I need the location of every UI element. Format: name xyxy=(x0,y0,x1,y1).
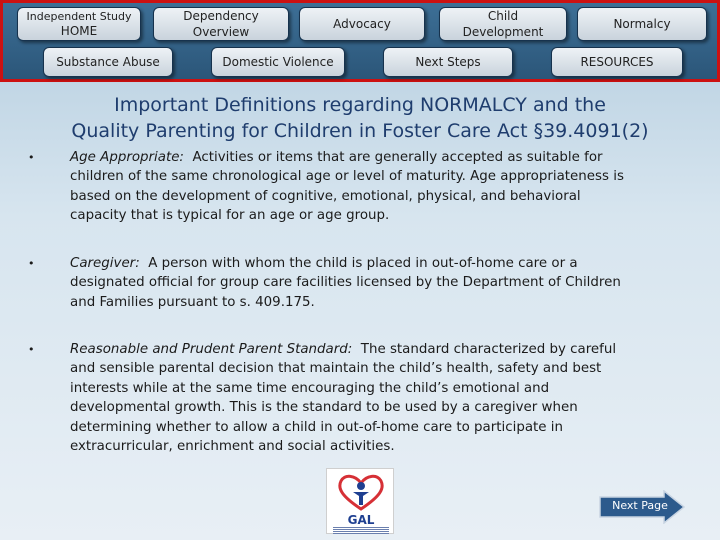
gal-logo-fineprint xyxy=(333,527,389,535)
bullet-icon: • xyxy=(28,343,35,356)
definition-text: A person with whom the child is placed in out-of-home care or a xyxy=(148,256,578,271)
top-nav-bar xyxy=(0,0,720,82)
definition-line: designated official for group care facilities licensed by the Department of Children xyxy=(70,275,621,291)
nav-normalcy-label: Normalcy xyxy=(613,17,671,31)
definition-term: Caregiver: xyxy=(70,256,140,271)
definition-text: The standard characterized by careful xyxy=(360,342,617,357)
definition-line: determining whether to allow a child in out-of-home care to participate in xyxy=(70,419,563,435)
nav-home-label: HOME xyxy=(60,24,98,38)
next-page-button[interactable] xyxy=(598,490,686,524)
definition-line: children of the same chronological age or level of maturity. Age appropriateness is xyxy=(70,169,624,185)
nav-resources-button[interactable] xyxy=(551,47,683,77)
gal-heart-logo-icon xyxy=(327,469,395,515)
definition-body xyxy=(70,148,682,226)
bullet-icon: • xyxy=(28,151,35,164)
nav-child-dev-line2: Development xyxy=(462,25,544,39)
nav-home-button[interactable] xyxy=(17,7,141,41)
nav-normalcy-button[interactable] xyxy=(577,7,707,41)
nav-substance-abuse-button[interactable] xyxy=(43,47,173,77)
nav-dependency-overview-button[interactable] xyxy=(153,7,289,41)
definition-line xyxy=(70,148,682,167)
definition-line: extracurricular, enrichment and social activities. xyxy=(70,439,395,455)
nav-home-sublabel: Independent Study xyxy=(26,10,132,23)
nav-advocacy-label: Advocacy xyxy=(333,17,391,31)
nav-dependency-line1: Dependency xyxy=(183,9,259,23)
definition-line: capacity that is typical for an age or age group. xyxy=(70,208,390,224)
definition-line xyxy=(70,340,682,359)
definition-line: interests while at the same time encouraging the child’s emotional and xyxy=(70,380,550,396)
nav-substance-abuse-label: Substance Abuse xyxy=(56,55,160,69)
nav-next-steps-label: Next Steps xyxy=(415,55,481,69)
nav-child-dev-line1: Child xyxy=(487,9,519,23)
definition-term: Reasonable and Prudent Parent Standard: xyxy=(70,342,353,357)
nav-domestic-violence-button[interactable] xyxy=(211,47,345,77)
gal-logo-text: GAL xyxy=(347,513,375,527)
gal-logo xyxy=(326,468,394,534)
page-title-line1: Important Definitions regarding NORMALCY and the xyxy=(114,94,606,116)
definition-text: Activities or items that are generally accepted as suitable for xyxy=(192,150,603,165)
nav-next-steps-button[interactable] xyxy=(383,47,513,77)
page-title xyxy=(30,92,690,144)
next-page-label: Next Page xyxy=(612,499,668,512)
definition-line: based on the development of cognitive, emotional, physical, and behavioral xyxy=(70,188,581,204)
nav-advocacy-button[interactable] xyxy=(299,7,425,41)
nav-child-development-button[interactable] xyxy=(439,7,567,41)
definition-line xyxy=(70,254,682,273)
definition-term: Age Appropriate: xyxy=(70,150,184,165)
page-title-line2: Quality Parenting for Children in Foster Care Act §39.4091(2) xyxy=(71,120,649,142)
nav-domestic-violence-label: Domestic Violence xyxy=(222,55,334,69)
nav-dependency-line2: Overview xyxy=(192,25,250,39)
bullet-icon: • xyxy=(28,257,35,270)
definition-body xyxy=(70,340,682,456)
definition-line: developmental growth. This is the standard to be used by a caregiver when xyxy=(70,400,578,416)
definition-line: and Families pursuant to s. 409.175. xyxy=(70,294,315,310)
definition-body xyxy=(70,254,682,312)
definition-line: and sensible parental decision that maintain the child’s health, safety and best xyxy=(70,361,602,377)
nav-resources-label: RESOURCES xyxy=(580,55,654,69)
